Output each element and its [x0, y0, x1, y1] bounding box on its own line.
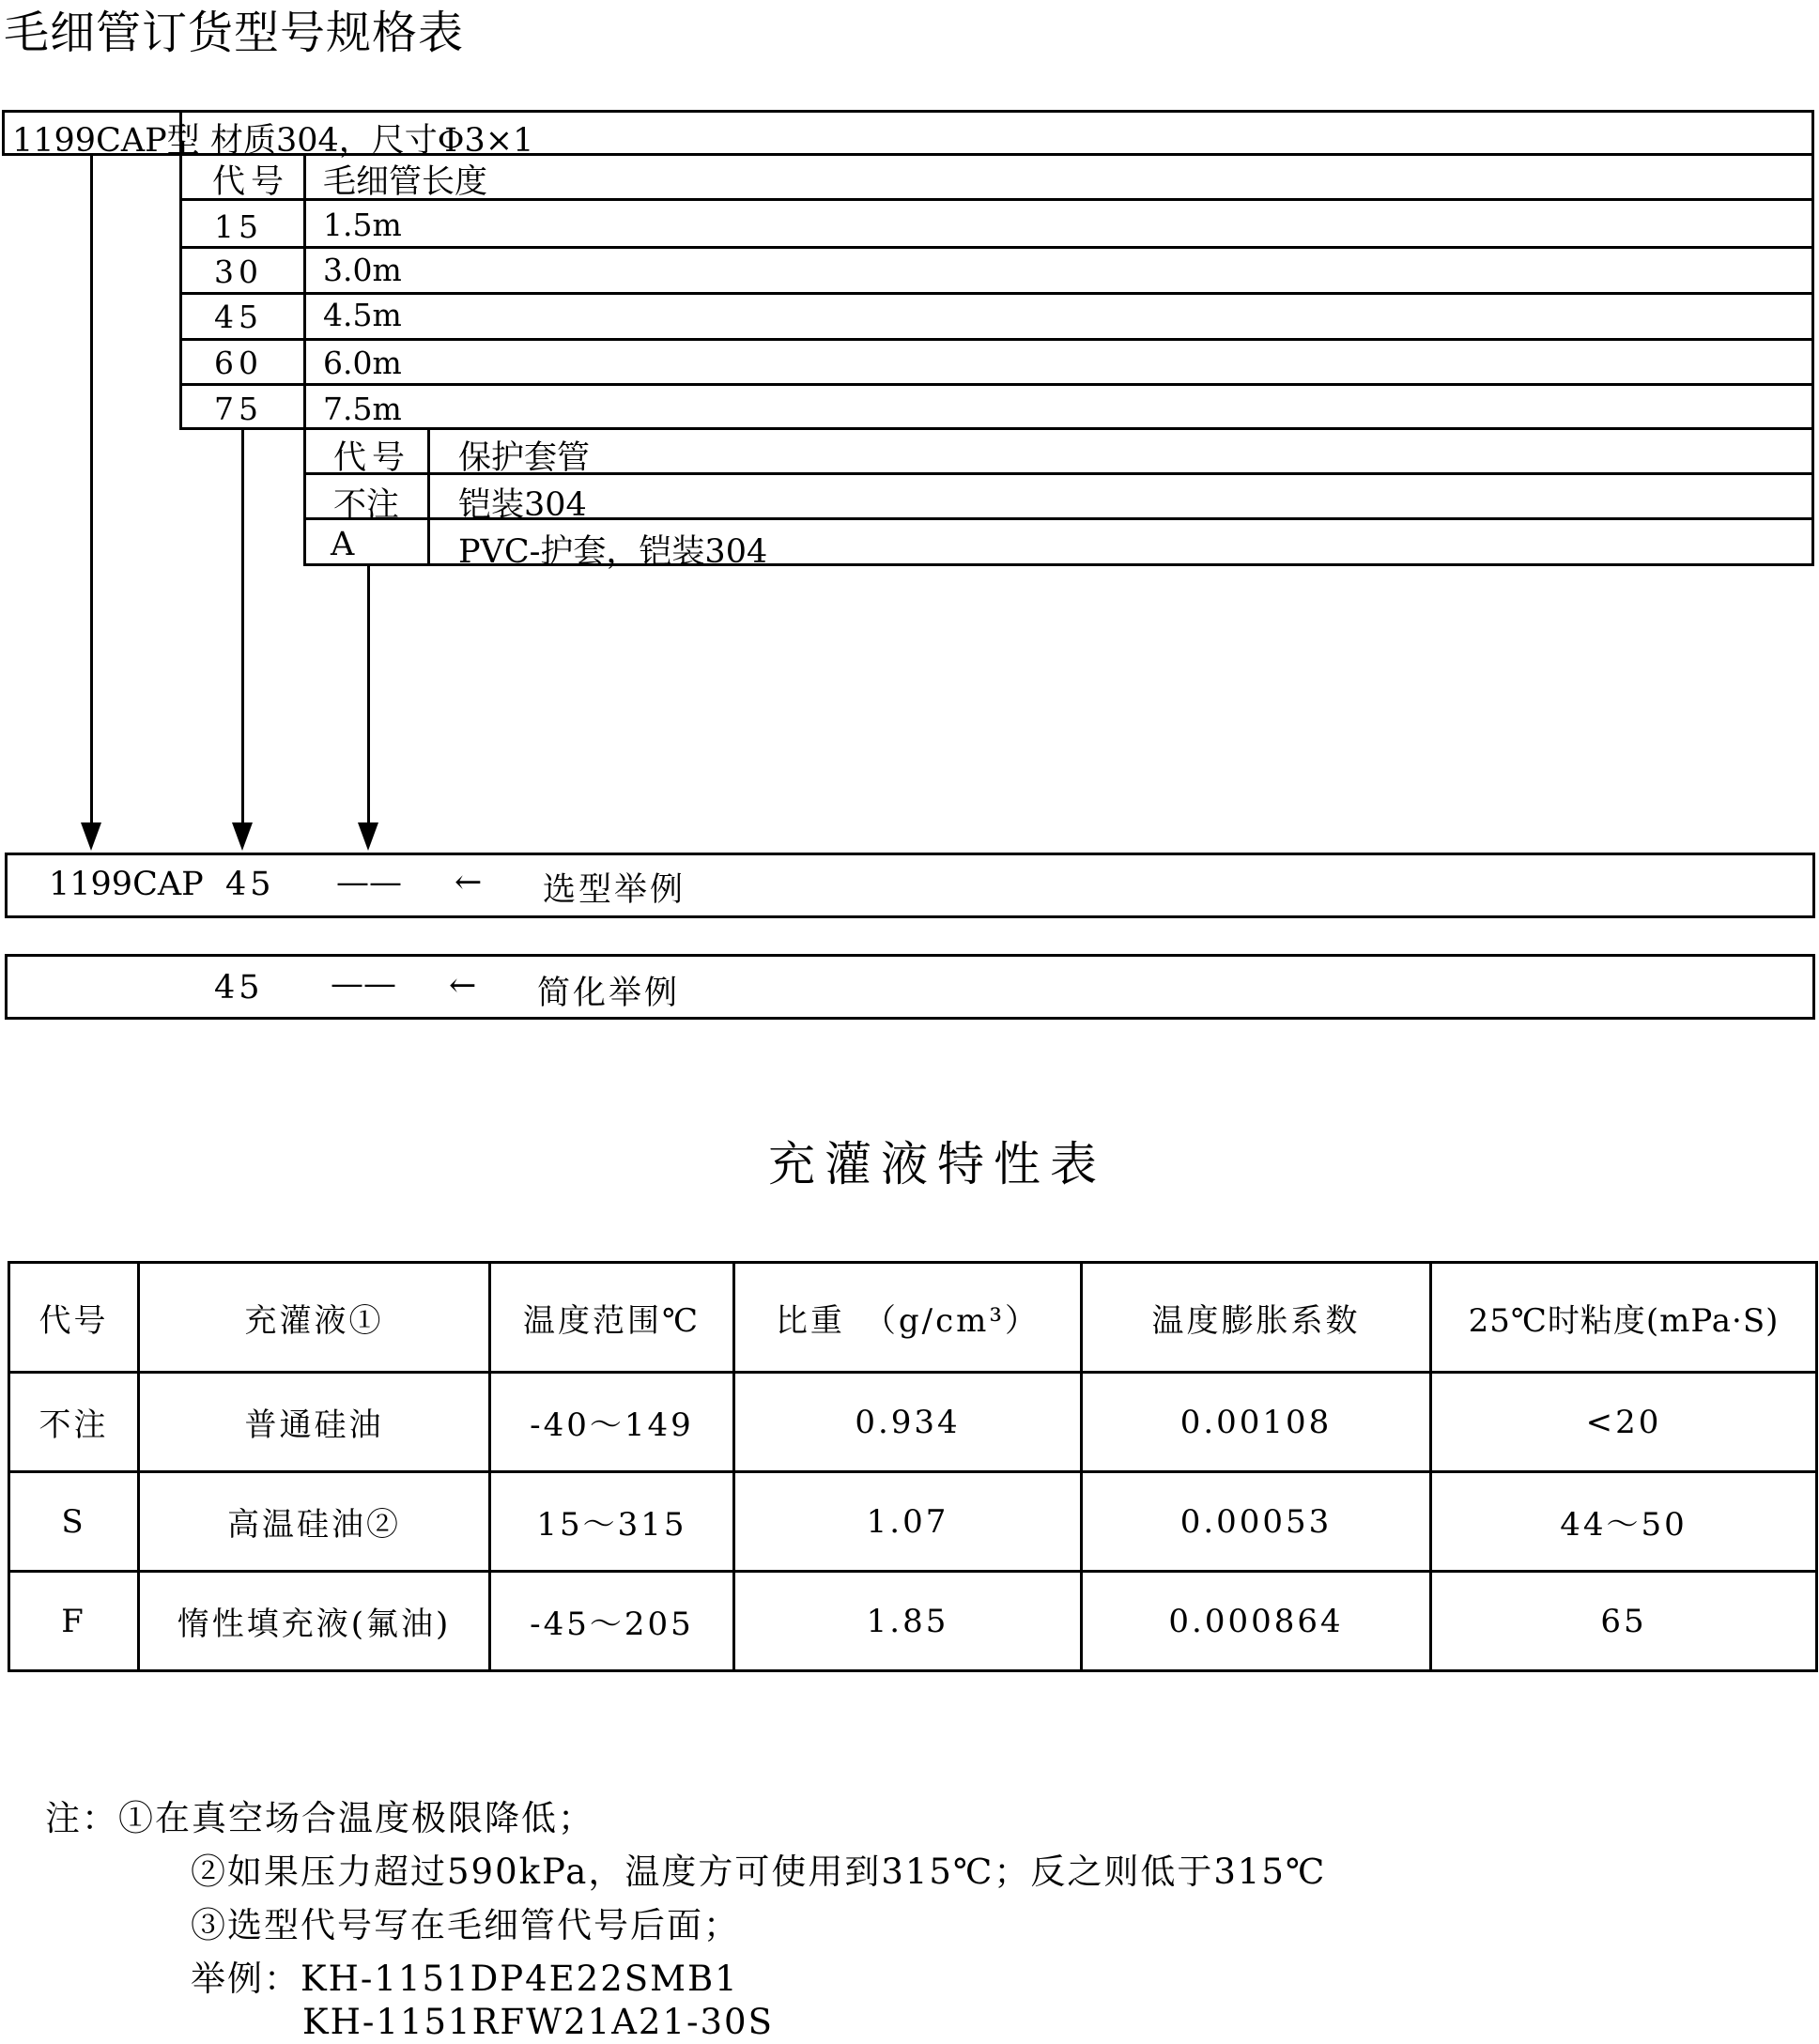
- divider: [179, 383, 1814, 386]
- page-title: 毛细管订货型号规格表: [4, 7, 465, 59]
- length-code: 60: [214, 345, 263, 381]
- cell-density: 1.85: [734, 1572, 1082, 1671]
- table-row: [9, 1572, 1817, 1671]
- table-row: [9, 1373, 1817, 1472]
- arrow-line: [90, 156, 93, 828]
- divider: [179, 246, 1814, 249]
- cell-viscosity: 44～50: [1431, 1472, 1817, 1572]
- arrow-line: [241, 430, 244, 828]
- example-code: 45: [225, 866, 275, 903]
- arrow-line: [367, 566, 370, 828]
- length-value: 3.0m: [323, 252, 402, 288]
- material-label: 材质304，尺寸Φ3×1: [210, 122, 534, 160]
- example-box: [5, 853, 1815, 918]
- sleeve-value-header: 保护套管: [458, 439, 591, 477]
- divider: [179, 427, 1814, 430]
- length-value: 6.0m: [323, 345, 402, 381]
- cell-temp-range: 15～315: [490, 1472, 734, 1572]
- arrow-down-icon: [232, 822, 253, 851]
- example-arrow: ←: [455, 864, 483, 901]
- length-code: 75: [214, 391, 263, 427]
- cell-fluid: 高温硅油②: [139, 1472, 490, 1572]
- simple-example-label: 简化举例: [537, 975, 681, 1012]
- header-fluid: 充灌液①: [139, 1263, 490, 1373]
- cell-viscosity: 65: [1431, 1572, 1817, 1671]
- header-code: 代号: [9, 1263, 139, 1373]
- example-model: 1199CAP: [49, 866, 204, 903]
- model-label: 1199CAP型: [12, 122, 200, 160]
- cell-code: S: [9, 1472, 139, 1572]
- simple-example-dash: ——: [331, 965, 396, 1003]
- divider: [2, 110, 1814, 113]
- length-value-header: 毛细管长度: [323, 163, 488, 201]
- length-code: 15: [214, 208, 263, 245]
- cell-expansion: 0.000864: [1082, 1572, 1431, 1671]
- sleeve-code-header: 代号: [333, 439, 411, 477]
- fill-properties-table: [8, 1261, 1818, 1672]
- cell-expansion: 0.00108: [1082, 1373, 1431, 1472]
- divider: [2, 110, 5, 156]
- note-line: KH-1151RFW21A21-30S: [302, 2002, 774, 2042]
- divider: [427, 430, 430, 565]
- note-line: 注：①在真空场合温度极限降低；: [45, 1798, 594, 1838]
- note-line: ③选型代号写在毛细管代号后面；: [191, 1905, 740, 1945]
- arrow-down-icon: [81, 822, 101, 851]
- example-dash: ——: [336, 864, 402, 901]
- note-line: 举例：KH-1151DP4E22SMB1: [191, 1959, 739, 1999]
- header-viscosity: 25℃时粘度(mPa·S): [1431, 1263, 1817, 1373]
- table-header-row: [9, 1263, 1817, 1373]
- length-value: 7.5m: [323, 391, 402, 427]
- length-code: 45: [214, 299, 263, 335]
- sleeve-value: PVC-护套，铠装304: [458, 533, 768, 571]
- length-code-header: 代号: [212, 163, 290, 201]
- divider: [303, 156, 306, 565]
- cell-fluid: 普通硅油: [139, 1373, 490, 1472]
- cell-fluid: 惰性填充液(氟油): [139, 1572, 490, 1671]
- header-expansion: 温度膨胀系数: [1082, 1263, 1431, 1373]
- cell-density: 1.07: [734, 1472, 1082, 1572]
- divider: [179, 292, 1814, 295]
- simple-example-arrow: ←: [449, 967, 477, 1005]
- sleeve-code: A: [331, 526, 355, 563]
- note-line: ②如果压力超过590kPa，温度方可使用到315℃；反之则低于315℃: [191, 1852, 1327, 1892]
- divider: [179, 338, 1814, 341]
- cell-temp-range: -45～205: [490, 1572, 734, 1671]
- cell-expansion: 0.00053: [1082, 1472, 1431, 1572]
- example-label: 选型举例: [543, 871, 686, 909]
- simple-example-box: [5, 954, 1815, 1020]
- sleeve-code: 不注: [333, 486, 400, 524]
- cell-density: 0.934: [734, 1373, 1082, 1472]
- sleeve-value: 铠装304: [458, 486, 587, 524]
- length-code: 30: [214, 254, 263, 290]
- arrow-down-icon: [358, 822, 378, 851]
- cell-code: 不注: [9, 1373, 139, 1472]
- length-value: 4.5m: [323, 297, 402, 333]
- table-row: [9, 1472, 1817, 1572]
- header-temp-range: 温度范围℃: [490, 1263, 734, 1373]
- length-value: 1.5m: [323, 207, 402, 243]
- cell-viscosity: <20: [1431, 1373, 1817, 1472]
- simple-example-code: 45: [214, 969, 264, 1007]
- cell-code: F: [9, 1572, 139, 1671]
- cell-temp-range: -40～149: [490, 1373, 734, 1472]
- header-density: 比重 （g/cm³）: [734, 1263, 1082, 1373]
- fill-table-title: 充灌液特性表: [768, 1137, 1106, 1191]
